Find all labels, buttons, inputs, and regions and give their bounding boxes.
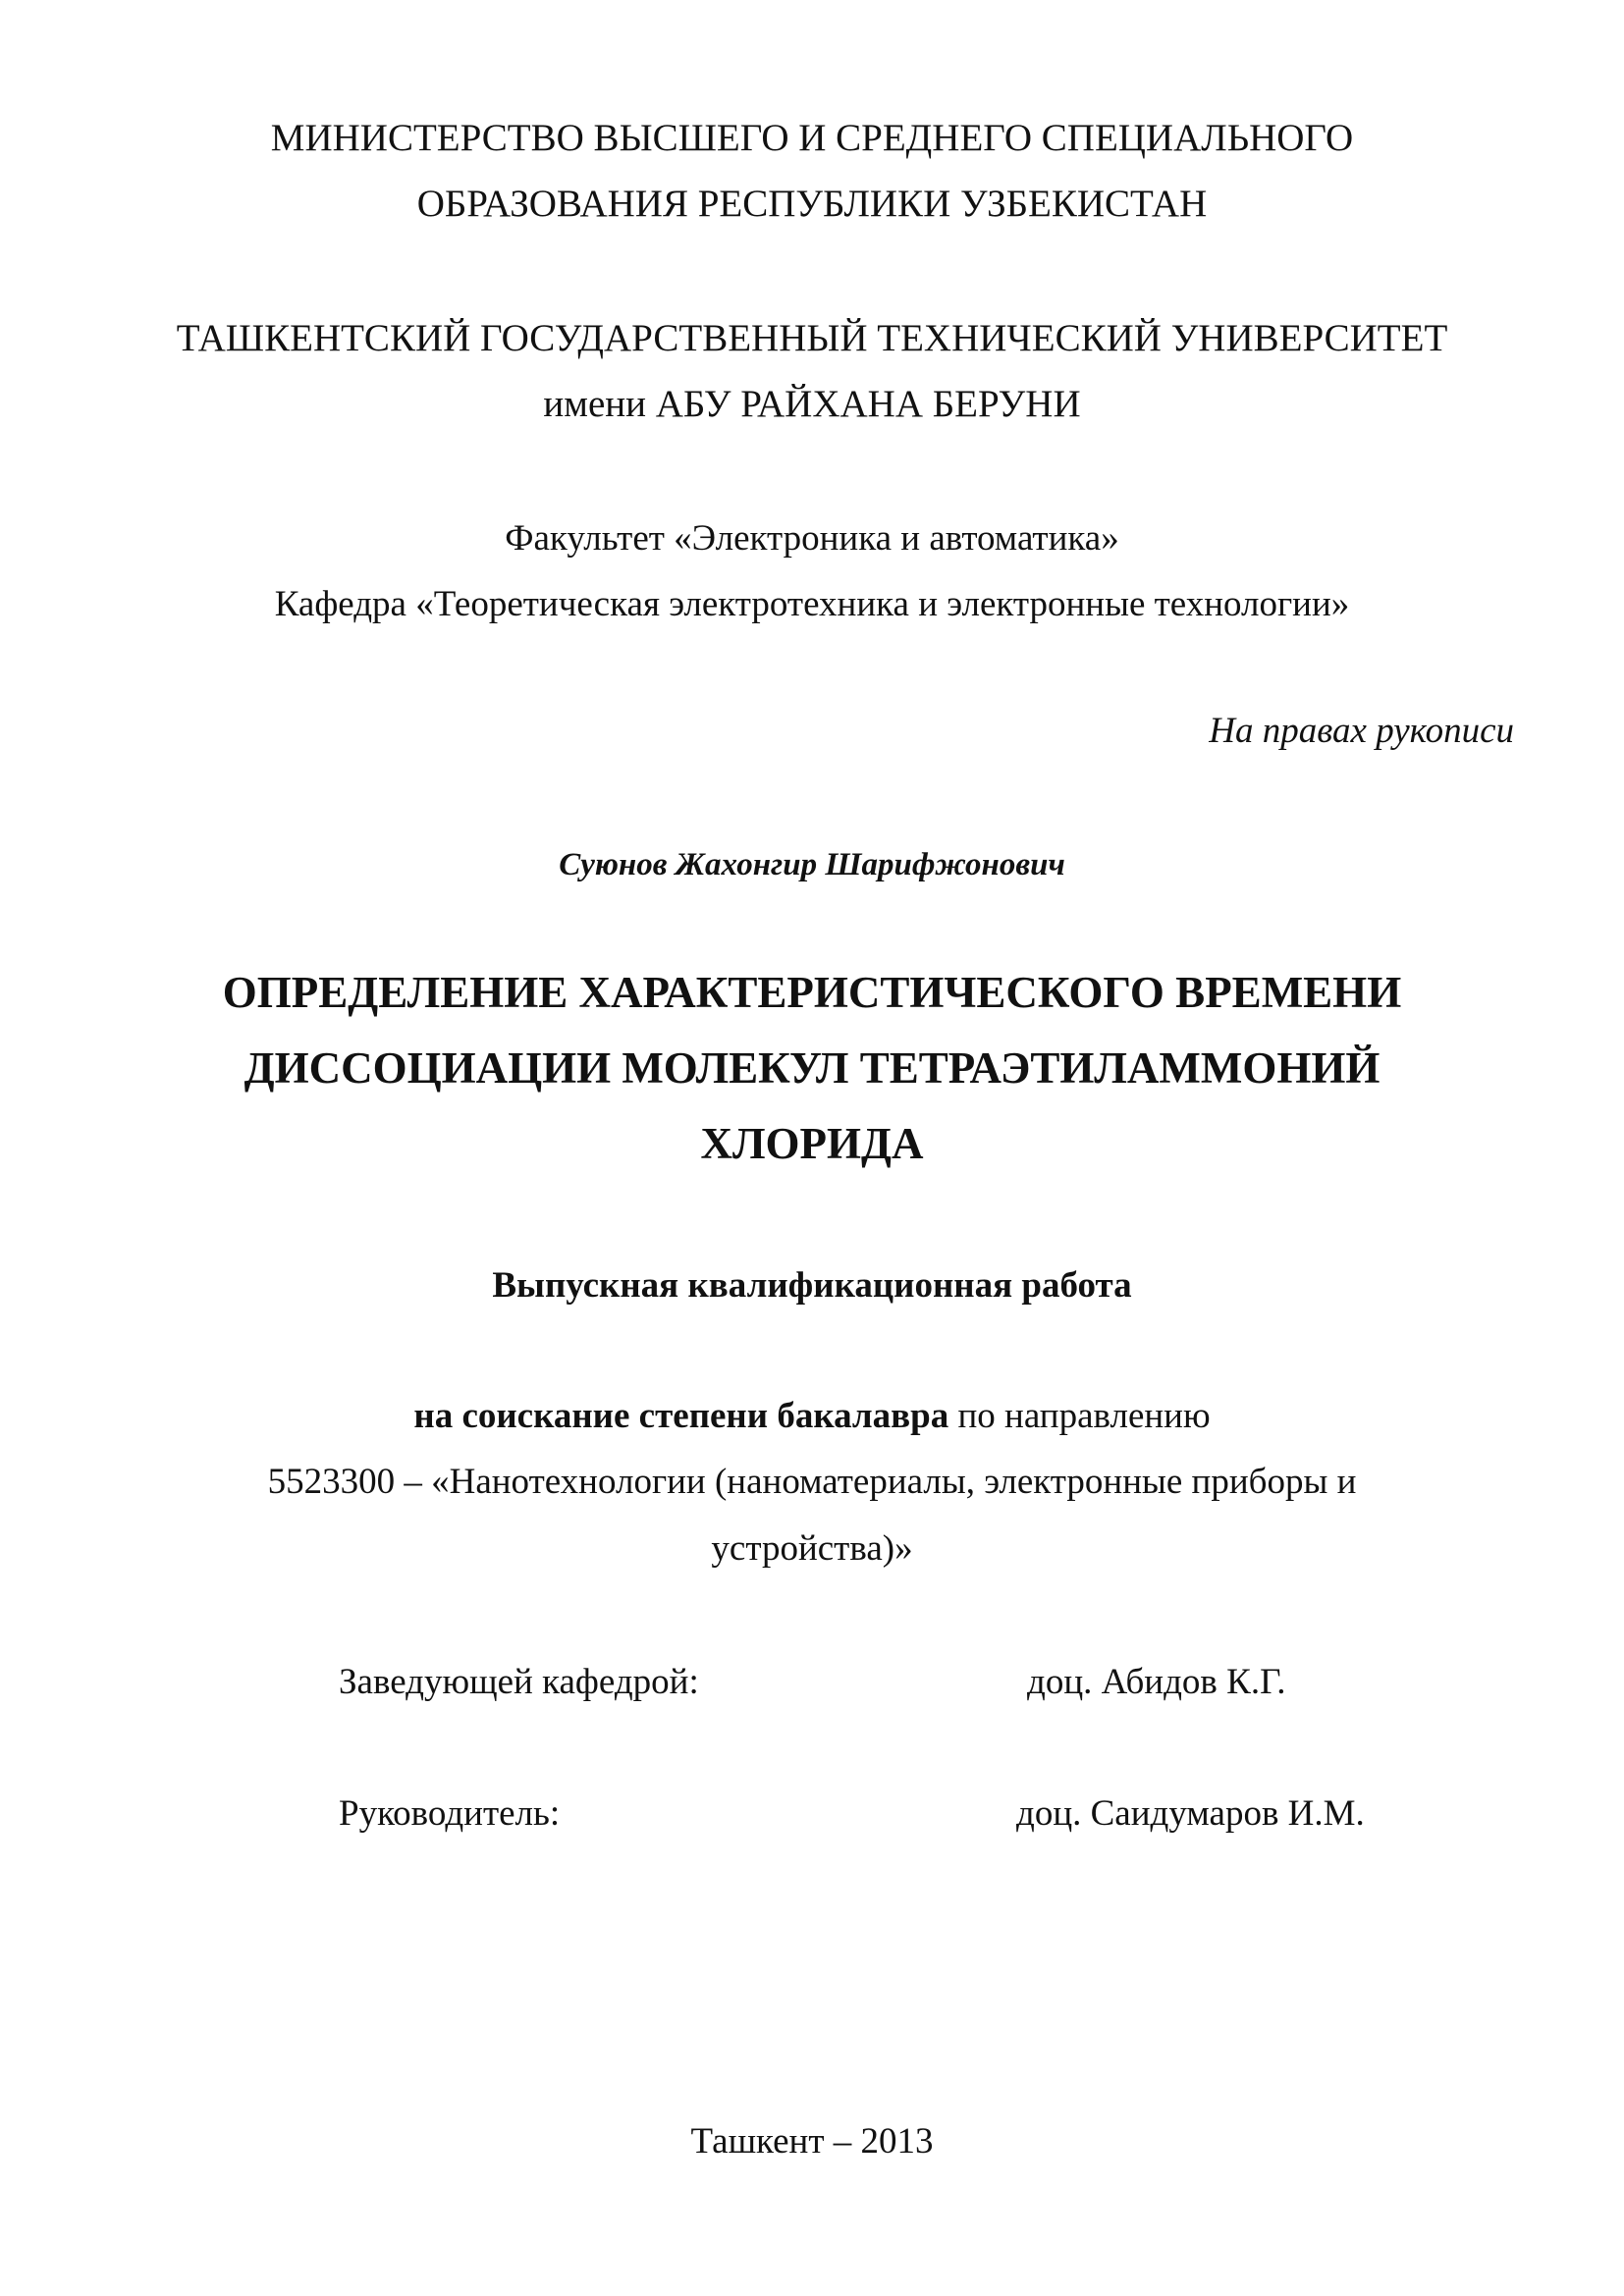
degree-line — [0, 1398, 1624, 1434]
degree-bold-part: на соискание степени бакалавра — [413, 1396, 949, 1436]
signature-label-head: Заведующей кафедрой: — [339, 1662, 699, 1702]
university-line-2: имени АБУ РАЙХАНА БЕРУНИ — [543, 383, 1081, 425]
ministry-line-1: МИНИСТЕРСТВО ВЫСШЕГО И СРЕДНЕГО СПЕЦИАЛЬНОГО — [270, 117, 1354, 159]
work-type: Выпускная квалификационная работа — [492, 1265, 1132, 1306]
author-name: Суюнов Жахонгир Шарифжонович — [559, 847, 1065, 882]
thesis-title-line-2: ДИССОЦИАЦИИ МОЛЕКУЛ ТЕТРАЭТИЛАММОНИЙ — [244, 1043, 1380, 1093]
program-line-1: 5523300 – «Нанотехнологии (наноматериалы, электронные приборы и — [267, 1462, 1357, 1502]
ministry-line-2: ОБРАЗОВАНИЯ РЕСПУБЛИКИ УЗБЕКИСТАН — [416, 183, 1208, 225]
program-line-2: устройства)» — [711, 1528, 913, 1569]
signature-name-head: доц. Абидов К.Г. — [1027, 1662, 1286, 1702]
faculty: Факультет «Электроника и автоматика» — [505, 518, 1119, 559]
thesis-title-line-1: ОПРЕДЕЛЕНИЕ ХАРАКТЕРИСТИЧЕСКОГО ВРЕМЕНИ — [222, 968, 1402, 1017]
manuscript-note: На правах рукописи — [1209, 711, 1514, 751]
signature-label-supervisor: Руководитель: — [339, 1793, 561, 1834]
city-year: Ташкент – 2013 — [690, 2121, 934, 2162]
thesis-title-line-3: ХЛОРИДА — [700, 1119, 924, 1168]
signature-name-supervisor: доц. Саидумаров И.М. — [1016, 1793, 1365, 1834]
department: Кафедра «Теоретическая электротехника и электронные технологии» — [274, 584, 1350, 624]
degree-normal-part: по направлению — [948, 1396, 1211, 1436]
university-line-1: ТАШКЕНТСКИЙ ГОСУДАРСТВЕННЫЙ ТЕХНИЧЕСКИЙ УНИВЕРСИТЕТ — [176, 317, 1448, 359]
